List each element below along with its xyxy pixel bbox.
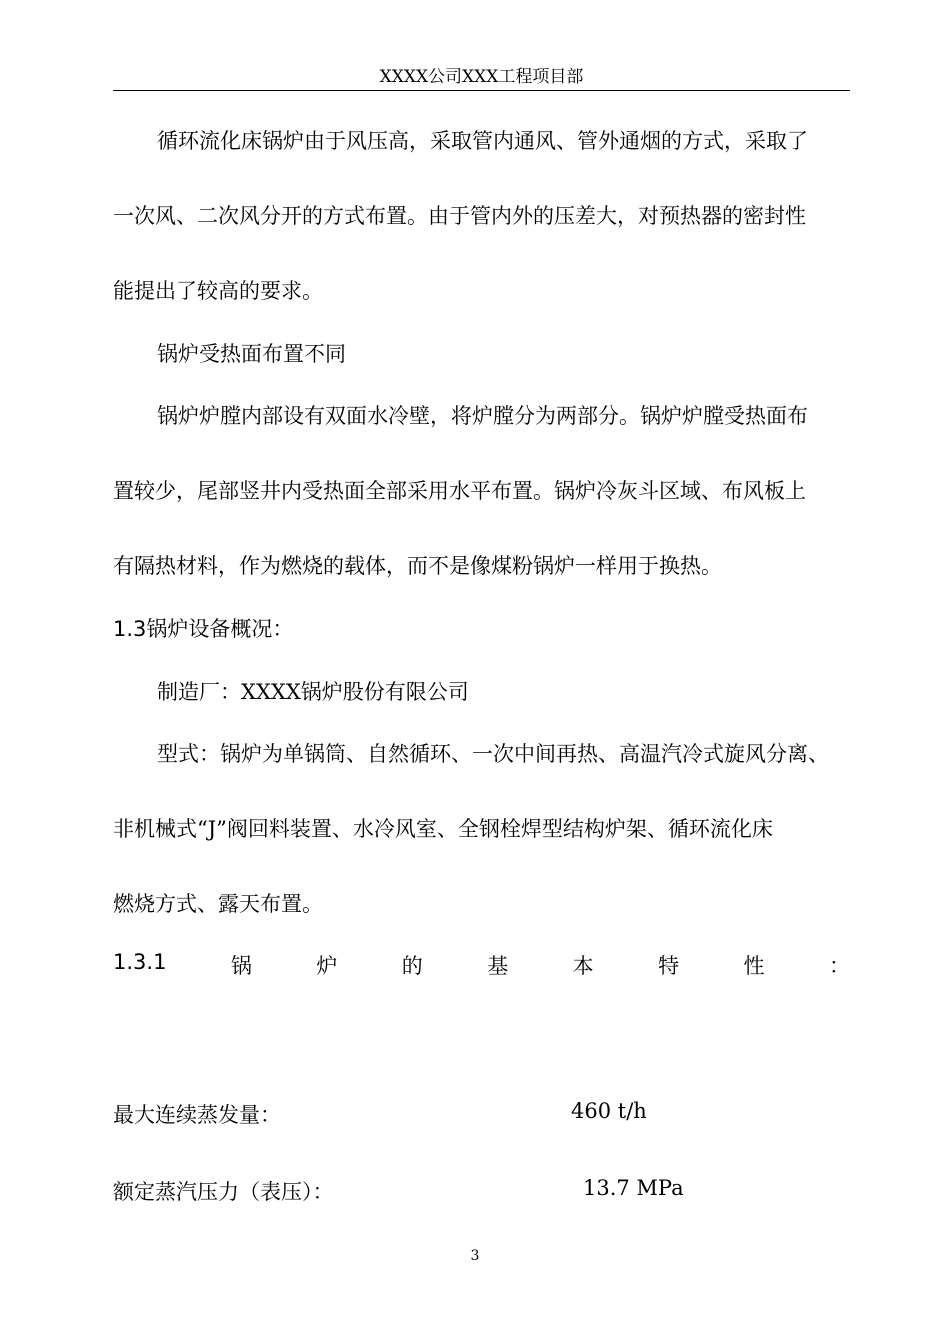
heading-char: 特 [658, 954, 680, 978]
paragraph-line: 一次风、二次风分开的方式布置。由于管内外的压差大，对预热器的密封性 [113, 204, 806, 228]
spec-value-rated-pressure: 13.7 MPa [583, 1176, 684, 1200]
page-header: XXXX公司XXX工程项目部 [379, 67, 584, 87]
paragraph-line: 有隔热材料，作为燃烧的载体，而不是像煤粉锅炉一样用于换热。 [113, 554, 722, 578]
paragraph-line: 能提出了较高的要求。 [113, 279, 323, 303]
spec-label-rated-pressure: 额定蒸汽压力（表压）： [113, 1180, 334, 1204]
paragraph-line: 型式：锅炉为单锅筒、自然循环、一次中间再热、高温汽冷式旋风分离、 [157, 742, 829, 766]
heading-char: 基 [487, 954, 509, 978]
page-number: 3 [470, 1248, 480, 1264]
paragraph-line: 循环流化床锅炉由于风压高，采取管内通风、管外通烟的方式，采取了 [157, 129, 808, 153]
section-heading-1-3: 1.3锅炉设备概况： [113, 617, 294, 641]
section-heading-1-3-1 [113, 950, 850, 980]
subheading-heating-surface: 锅炉受热面布置不同 [157, 342, 346, 366]
heading-char: 炉 [316, 954, 338, 978]
paragraph-line: 置较少，尾部竖井内受热面全部采用水平布置。锅炉冷灰斗区域、布风板上 [113, 479, 806, 503]
heading-char: 锅 [230, 954, 252, 978]
spec-value-max-evaporation: 460 t/h [571, 1099, 647, 1123]
heading-char: 的 [401, 954, 423, 978]
heading-char: 本 [572, 954, 594, 978]
manufacturer-line: 制造厂：XXXX锅炉股份有限公司 [157, 680, 469, 704]
header-divider [113, 90, 850, 91]
section-number: 1.3.1 [113, 950, 167, 974]
spec-label-max-evaporation: 最大连续蒸发量： [113, 1103, 281, 1127]
heading-char: 性 [743, 954, 765, 978]
paragraph-line: 非机械式“J”阀回料装置、水冷风室、全钢栓焊型结构炉架、循环流化床 [113, 817, 773, 841]
paragraph-line: 锅炉炉膛内部设有双面水冷壁，将炉膛分为两部分。锅炉炉膛受热面布 [157, 404, 808, 428]
paragraph-line: 燃烧方式、露天布置。 [113, 892, 323, 916]
heading-char: ： [828, 954, 850, 978]
